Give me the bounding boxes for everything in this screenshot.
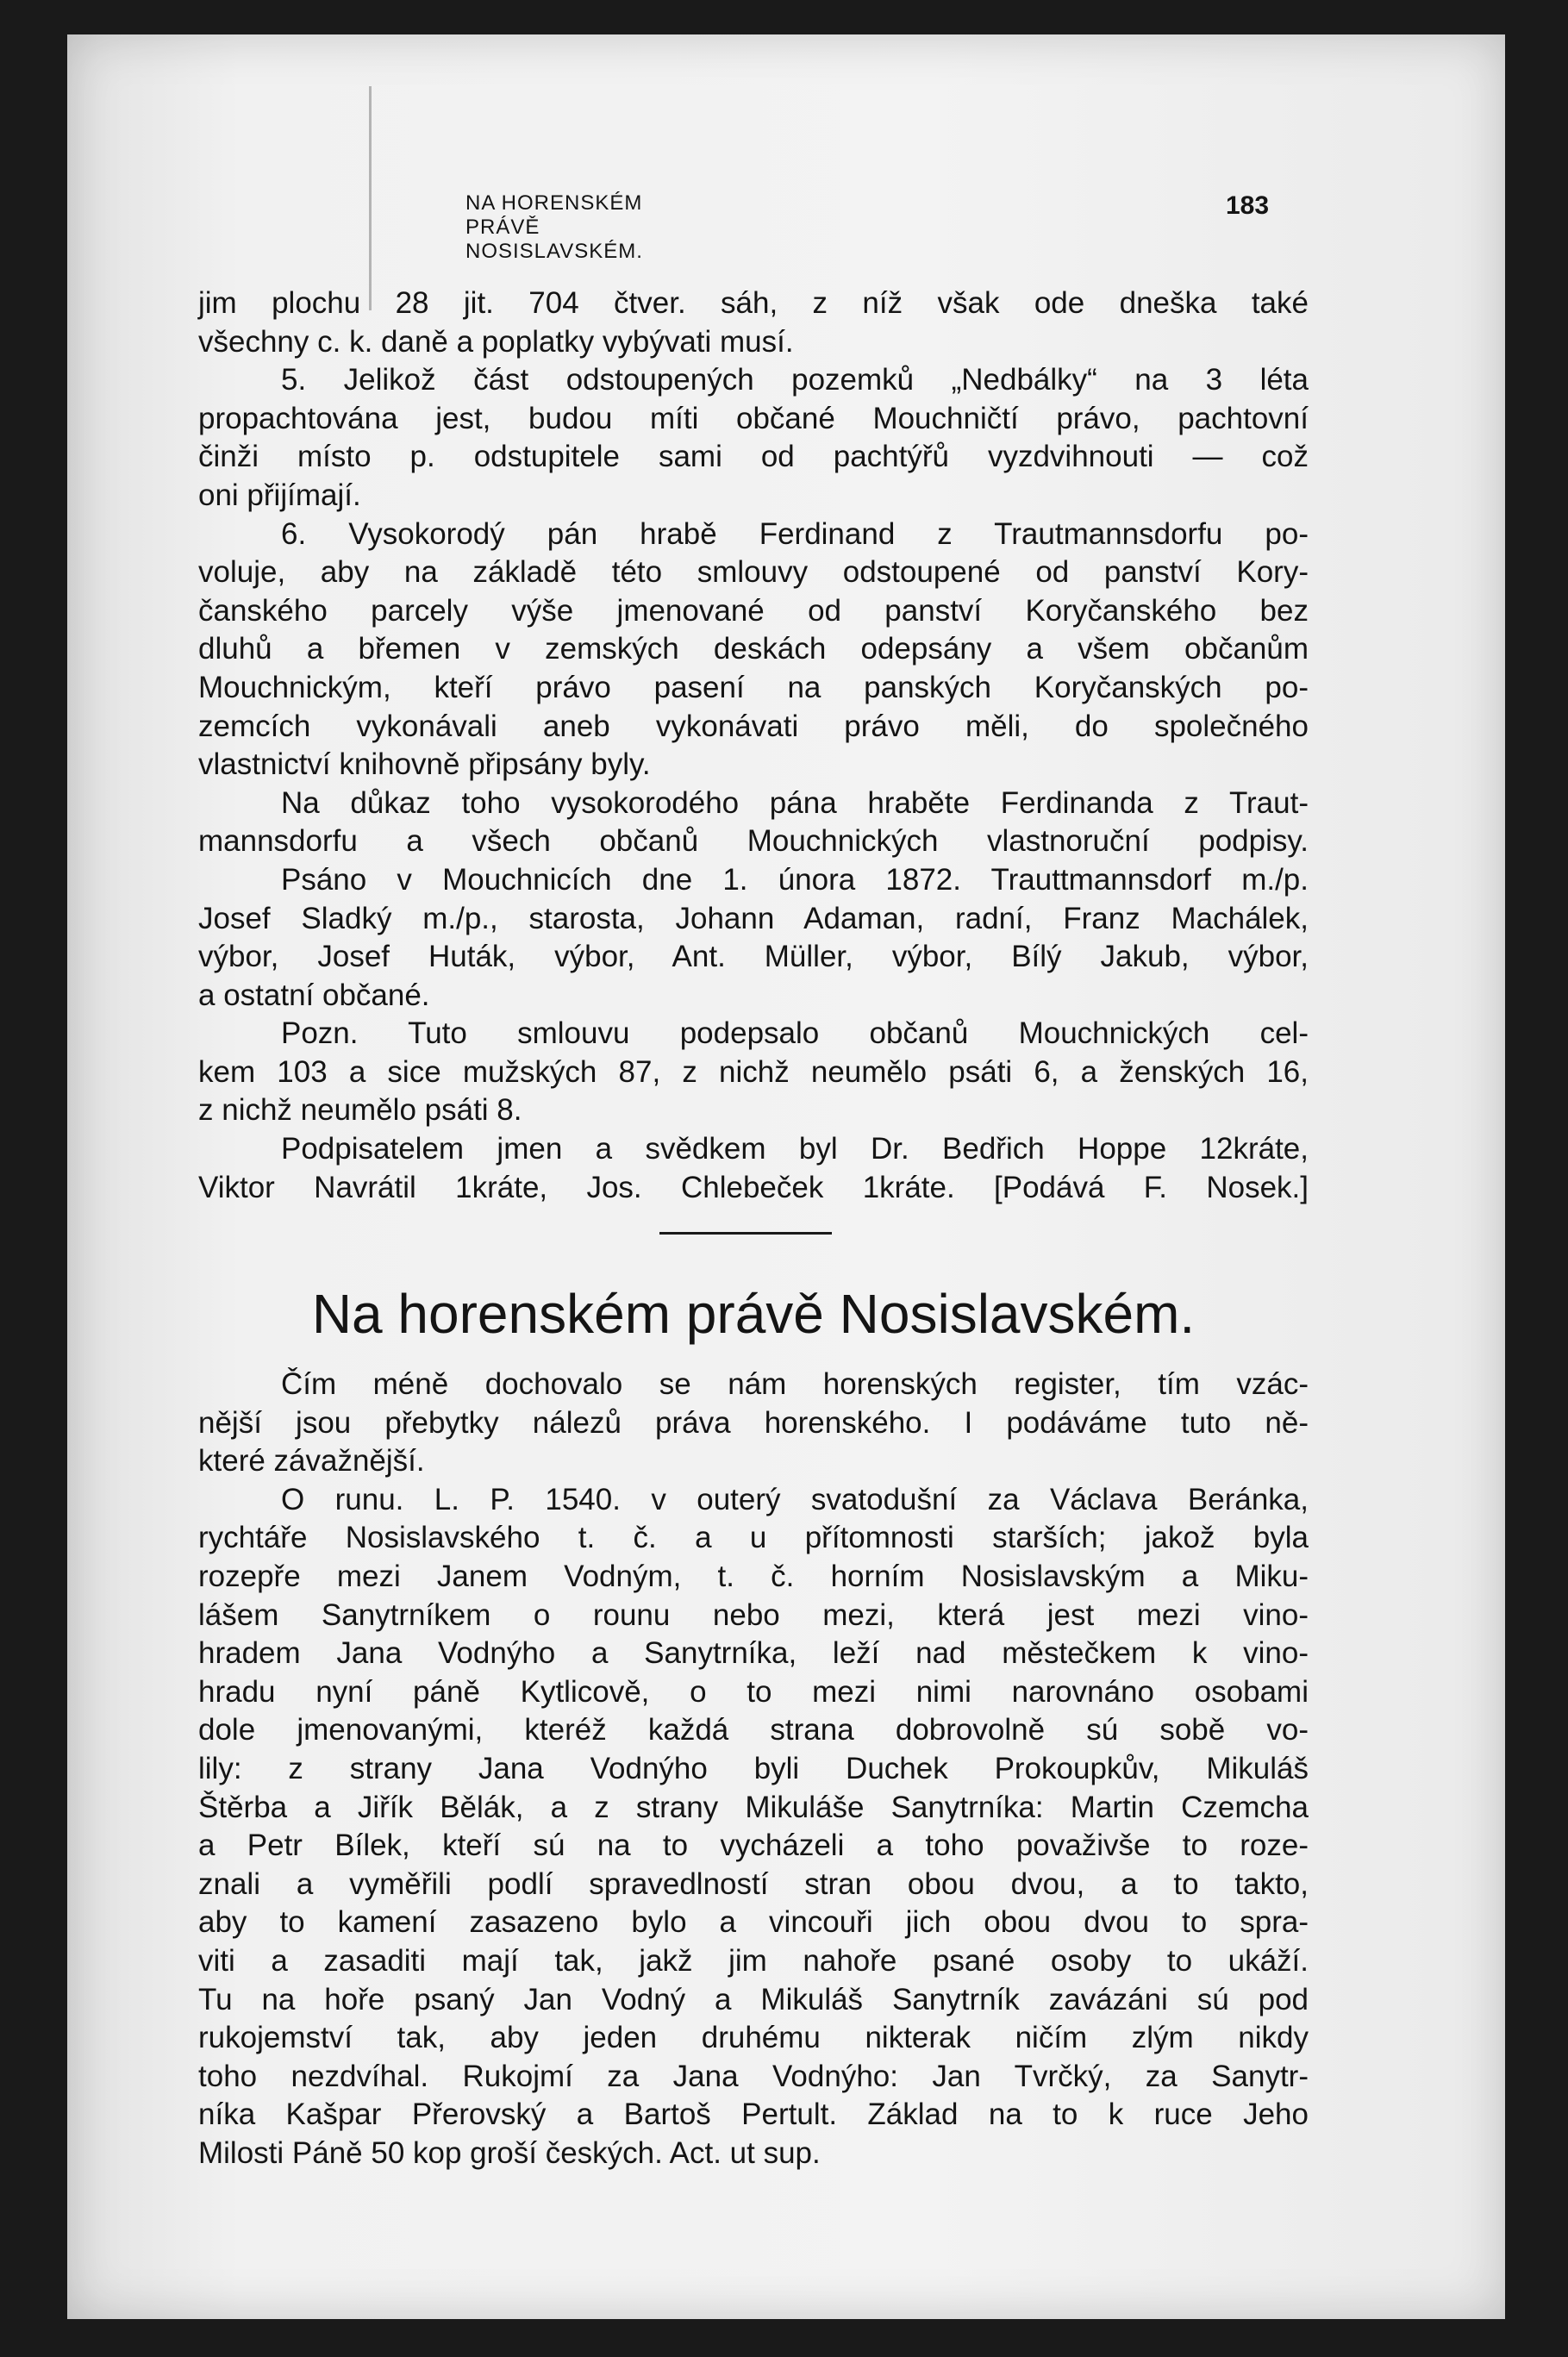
text-line: a ostatní občané. — [198, 978, 430, 1012]
text-line: kem 103 a sice mužských 87, z nichž neumělo psáti 6, a ženských 16, — [198, 1054, 1309, 1089]
text-line: rozepře mezi Janem Vodným, t. č. horním Nosislavským a Miku- — [198, 1559, 1309, 1593]
text-line: zemcích vykonávali aneb vykonávati právo měli, do společného — [198, 709, 1309, 743]
text-line: všechny c. k. daně a poplatky vybývati musí. — [198, 324, 794, 359]
article-title: Na horenském právě Nosislavském. — [311, 1283, 1196, 1345]
text-line: Čím méně dochovalo se nám horenských register, tím vzác- — [281, 1367, 1309, 1401]
text-line: lily: z strany Jana Vodnýho byli Duchek Prokoupkův, Mikuláš — [198, 1751, 1309, 1785]
text-line: toho nezdvíhal. Rukojmí za Jana Vodnýho: Jan Tvrčký, za Sanytr- — [198, 2059, 1309, 2093]
running-title: NA HORENSKÉM PRÁVĚ NOSISLAVSKÉM. — [465, 191, 643, 263]
text-line: voluje, aby na základě této smlouvy odstoupené od panství Kory- — [198, 555, 1309, 590]
text-line: O runu. L. P. 1540. v outerý svatodušní za Václava Beránka, — [281, 1482, 1309, 1516]
text-line: výbor, Josef Huták, výbor, Ant. Müller, výbor, Bílý Jakub, výbor, — [198, 940, 1309, 974]
text-line: činži místo p. odstupitele sami od pachtýřů vyzdvihnouti — což — [198, 440, 1309, 474]
text-line: nější jsou přebytky nálezů práva horenského. I podáváme tuto ně- — [198, 1405, 1309, 1440]
text-line: hradem Jana Vodnýho a Sanytrníka, leží nad městečkem k vino- — [198, 1636, 1309, 1671]
text-line: Štěrba a Jiřík Bělák, a z strany Mikuláše Sanytrníka: Martin Czemcha — [198, 1790, 1309, 1824]
text-line: aby to kamení zasazeno bylo a vincouři jich obou dvou to spra- — [198, 1905, 1309, 1940]
text-line: Tu na hoře psaný Jan Vodný a Mikuláš Sanytrník zavázáni sú pod — [198, 1982, 1309, 2016]
text-line: rukojemství tak, aby jeden druhému nikterak ničím zlým nikdy — [198, 2021, 1309, 2055]
previous-section — [198, 284, 1309, 1207]
text-line: čanského parcely výše jmenované od panství Koryčanského bez — [198, 593, 1309, 628]
text-line: znali a vyměřili podlí spravedlností stran obou dvou, a to takto, — [198, 1866, 1309, 1901]
text-line: z nichž neumělo psáti 8. — [198, 1093, 522, 1128]
text-line: oni přijímají. — [198, 478, 361, 512]
text-line: Milosti Páně 50 kop groší českých. Act. ut sup. — [198, 2135, 821, 2170]
text-line: rychtáře Nosislavského t. č. a u přítomnosti starších; jakož byla — [198, 1521, 1309, 1555]
text-line: viti a zasaditi mají tak, jakž jim nahoře psané osoby to ukáží. — [198, 1943, 1309, 1978]
text-line: Psáno v Mouchnicích dne 1. února 1872. Trauttmannsdorf m./p. — [281, 862, 1309, 897]
text-line: Mouchnickým, kteří právo pasení na panských Koryčanských po- — [198, 670, 1309, 704]
text-line: dole jmenovanými, kteréž každá strana dobrovolně sú sobě vo- — [198, 1713, 1309, 1747]
text-line: mannsdorfu a všech občanů Mouchnických vlastnoruční podpisy. — [198, 824, 1309, 859]
text-line: 5. Jelikož část odstoupených pozemků „Nedbálky“ na 3 léta — [281, 363, 1309, 397]
text-line: a Petr Bílek, kteří sú na to vycházeli a toho považivše to roze- — [198, 1829, 1309, 1863]
text-line: propachtována jest, budou míti občané Mouchničtí právo, pachtovní — [198, 401, 1309, 435]
margin-mark — [369, 86, 372, 310]
text-line: dluhů a břemen v zemských deskách odepsány a všem občanům — [198, 632, 1309, 666]
text-line: 6. Vysokorodý pán hrabě Ferdinand z Trautmannsdorfu po- — [281, 516, 1309, 551]
text-line: lášem Sanytrníkem o rounu nebo mezi, která jest mezi vino- — [198, 1597, 1309, 1632]
page-number: 183 — [1226, 191, 1270, 220]
text-line: hradu nyní páně Kytlicově, o to mezi nimi narovnáno osobami — [198, 1674, 1309, 1709]
text-line: níka Kašpar Přerovský a Bartoš Pertult. Základ na to k ruce Jeho — [198, 2098, 1309, 2132]
text-line: Pozn. Tuto smlouvu podepsalo občanů Mouchnických cel- — [281, 1016, 1309, 1051]
article-body — [198, 1366, 1309, 2173]
text-line: Na důkaz toho vysokorodého pána hraběte Ferdinanda z Traut- — [281, 785, 1309, 820]
text-line: vlastnictví knihovně připsány byly. — [198, 747, 651, 782]
text-line: Podpisatelem jmen a svědkem byl Dr. Bedřich Hoppe 12kráte, — [281, 1132, 1309, 1166]
text-line: Viktor Navrátil 1kráte, Jos. Chlebeček 1kráte. [Podává F. Nosek.] — [198, 1170, 1309, 1204]
text-line: které závažnější. — [198, 1444, 425, 1479]
section-divider — [659, 1232, 832, 1235]
text-line: Josef Sladký m./p., starosta, Johann Adaman, radní, Franz Machálek, — [198, 901, 1309, 935]
text-line: jim plochu 28 jit. 704 čtver. sáh, z níž však ode dneška také — [198, 286, 1309, 320]
